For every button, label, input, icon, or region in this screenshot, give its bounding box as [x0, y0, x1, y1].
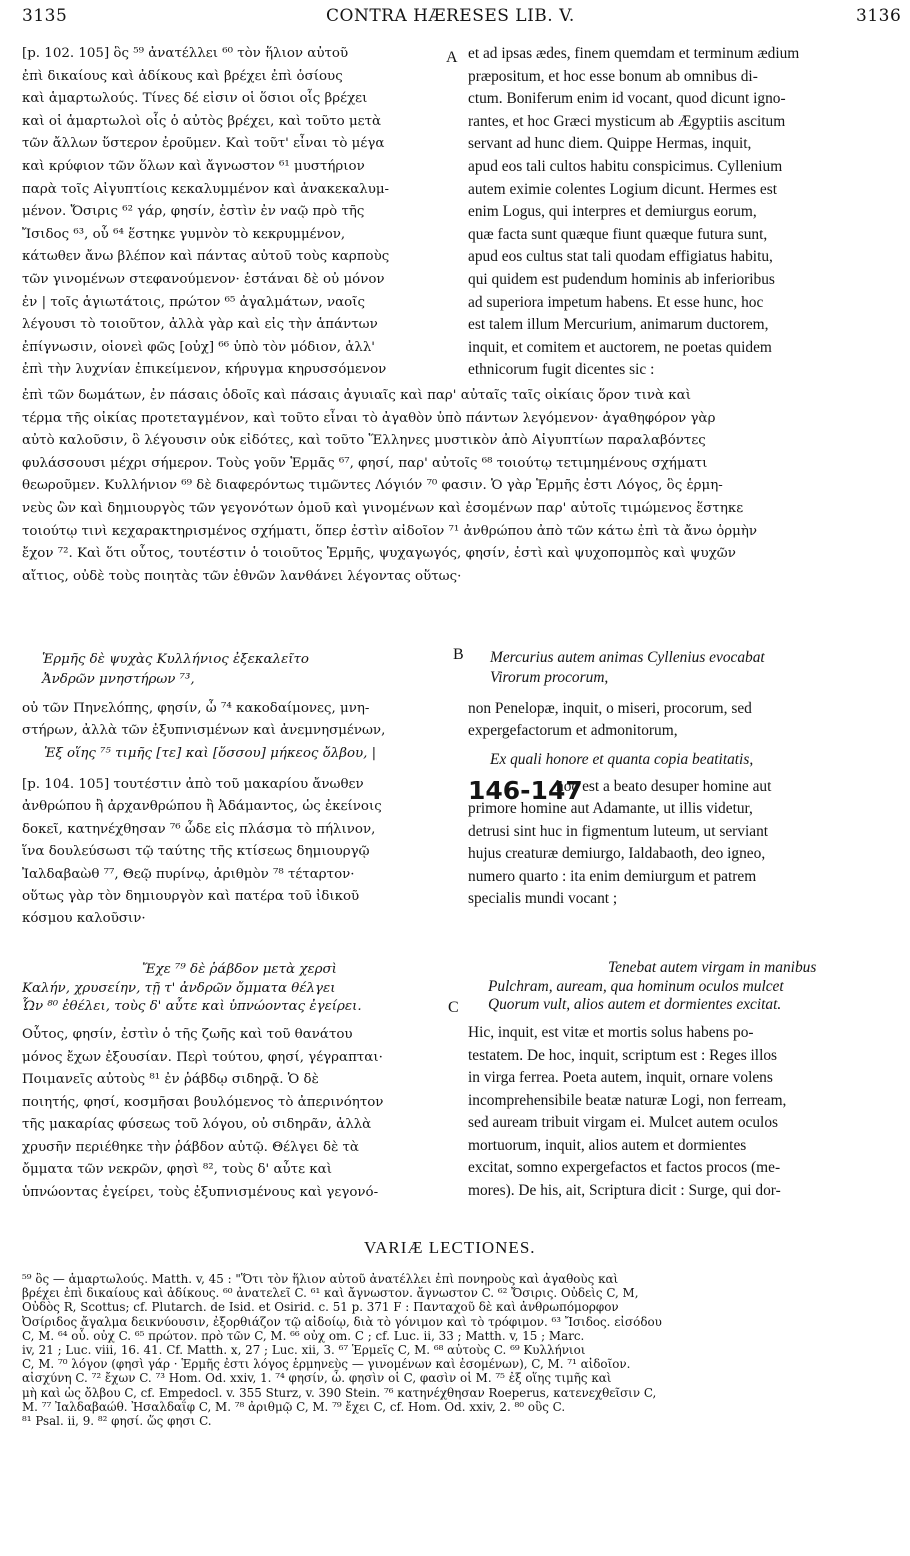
latin-text-line: mores). De his, ait, Scriptura dicit : Surge, qui dor-: [468, 1182, 781, 1199]
variant-reading-line: ⁸¹ Psal. ii, 9. ⁸² φησί. ὥς φησι C.: [22, 1414, 212, 1428]
variant-reading-line: αἰσχύνη C. ⁷² ἔχων C. ⁷³ Hom. Od. xxiv, 1. ⁷⁴ φησίν, ὦ. φησὶν οἱ C, φασὶν οἱ M. ⁷⁵ ἐξ οἵης τιμῆς καὶ: [22, 1371, 612, 1386]
greek-text-line: ἐπὶ δικαίους καὶ ἀδίκους καὶ βρέχει ἐπὶ ὁσίους: [22, 68, 343, 84]
greek-text-line: αὐτὸ καλοῦσιν, ὃ λέγουσιν οὐκ εἰδότες, καὶ τοῦτο Ἕλληνες μυστικὸν ἀπὸ Αἰγυπτίων παραλαβόντες: [22, 433, 706, 449]
greek-text-line: ἵνα δουλεύσωσι τῷ ταύτης τῆς κτίσεως δημιουργῷ: [22, 844, 370, 859]
latin-text-line: ctum. Boniferum enim id vocant, quod dicunt igno-: [468, 90, 786, 108]
latin-text-line: mortuorum, inquit, alios autem et dormientes: [468, 1137, 747, 1154]
latin-text-line: testatem. De hoc, inquit, scriptum est : Reges illos: [468, 1047, 778, 1064]
greek-text-line: λέγουσι τὸ τοιοῦτον, ἀλλὰ γὰρ καὶ εἰς τὴν ἁπάντων: [22, 317, 378, 333]
greek-text-line: Ἑρμῆς δὲ ψυχὰς Κυλλήνιος ἐξεκαλεῖτο: [42, 652, 309, 667]
variae-lectiones-title: VARIÆ LECTIONES.: [364, 1238, 536, 1257]
greek-text-line: Ἀνδρῶν μνηστήρων ⁷³,: [42, 672, 195, 687]
variant-reading-line: ⁵⁹ ὃς — ἁμαρτωλούς. Matth. v, 45 : "Ὅτι τὸν ἥλιον αὐτοῦ ἀνατέλλει ἐπὶ πονηροὺς καὶ ἀγαθοὺς καὶ: [22, 1272, 619, 1286]
greek-text-line: φυλάσσουσι μέχρι σήμερον. Τοὺς γοῦν Ἑρμᾶς ⁶⁷, φησί, παρ' αὐτοῖς ⁶⁸ τοιούτῳ τετιμημένους σχήματι: [22, 455, 708, 471]
greek-text-line: αἴτιος, οὐδὲ τοὺς ποιητὰς τῶν ἐθνῶν λανθάνει λέγοντας οὕτως·: [22, 568, 462, 584]
latin-text-line: Tenebat autem virgam in manibus: [608, 959, 817, 976]
greek-text-line: μόνος ἔχων ἐξουσίαν. Περὶ τούτου, φησί, γέγραπται·: [22, 1050, 383, 1065]
variant-reading-line: βρέχει ἐπὶ δικαίους καὶ ἀδίκους. ⁶⁰ ἀνατελεῖ C. ⁶¹ καὶ ἄγνωστον. ἄγνωστον C. ⁶² Ὄσιρις. Οὐδεὶς C, M,: [22, 1286, 639, 1301]
greek-text-line: Ἰαλδαβαὼθ ⁷⁷, Θεῷ πυρίνῳ, ἀριθμὸν ⁷⁸ τέταρτον·: [22, 867, 355, 882]
greek-text-line: ἐπὶ τῶν δωμάτων, ἐν πάσαις ὁδοῖς καὶ πάσαις ἀγυιαῖς καὶ παρ' αὐταῖς ταῖς οἰκίαις ὅρον τινὰ καὶ: [22, 388, 691, 403]
running-title: CONTRA HÆRESES LIB. V.: [326, 6, 575, 26]
greek-text-line: τῆς μακαρίας φύσεως τοῦ λόγου, οὐ σιδηρᾶν, ἀλλὰ: [22, 1117, 372, 1132]
greek-text-line: νεὺς ὢν καὶ δημιουργὸς τῶν γεγονότων ὁμοῦ καὶ γινομένων καὶ ἐσομένων παρ' αὐτοῖς τιμώμενος ἕστηκε: [22, 501, 744, 516]
greek-text-line: οὕτως γὰρ τὸν δημιουργὸν καὶ πατέρα τοῦ ἰδικοῦ: [22, 889, 360, 904]
latin-text-line: incomprehensibile beatæ naturæ Logi, non ferream,: [468, 1092, 787, 1109]
variant-reading-line: M. ⁷⁷ Ἰαλδαβαώθ. Ἠσαλδαΐφ C, M. ⁷⁸ ἀριθμῷ C, M. ⁷⁹ ἔχει C, cf. Hom. Od. xxiv, 2. ⁸⁰ οὓς C.: [22, 1399, 566, 1414]
latin-text-line: qui quidem est pudendum hominis ab inferioribus: [468, 271, 775, 288]
greek-text-line: Οὗτος, φησίν, ἐστὶν ὁ τῆς ζωῆς καὶ τοῦ θανάτου: [22, 1027, 353, 1042]
variant-reading-line: Οὐδὸς R, Scottus; cf. Plutarch. de Isid. et Osirid. c. 51 p. 371 F : Πανταχοῦ δὲ καὶ ἀνθρωπόμορφον: [22, 1300, 619, 1315]
greek-text-line: ὑπνώοντας ἐγείρει, τοὺς ἐξυπνισμένους καὶ γεγονό-: [22, 1185, 379, 1200]
latin-text-line: Virorum procorum,: [490, 669, 609, 686]
greek-text-line: στήρων, ἀλλὰ τῶν ἐξυπνισμένων καὶ ἀνεμνησμένων,: [22, 723, 386, 738]
greek-text-line: οὐ τῶν Πηνελόπης, φησίν, ὦ ⁷⁴ κακοδαίμονες, μνη-: [22, 701, 370, 716]
greek-text-line: ἔχον ⁷². Καὶ ὅτι οὗτος, τουτέστιν ὁ τοιοῦτος Ἑρμῆς, ψυχαγωγός, φησίν, ἐστὶ καὶ ψυχοπομπὸς καὶ ψυχῶν: [22, 546, 736, 562]
greek-text-line: καὶ κρύφιον τῶν ὅλων καὶ ἄγνωστον ⁶¹ μυστήριον: [22, 159, 365, 174]
greek-text-line: [p. 104. 105] τουτέστιν ἀπὸ τοῦ μακαρίου ἄνωθεν: [22, 777, 364, 792]
margin-mark-b: B: [453, 646, 464, 663]
greek-text-line: τῶν ἄλλων ὕστερον ἐροῦμεν. Καὶ τοῦτ' εἶναι τὸ μέγα: [22, 136, 385, 152]
greek-text-line: ὄμματα τῶν νεκρῶν, φησὶ ⁸², τοὺς δ' αὖτε καὶ: [22, 1162, 332, 1177]
latin-text-line: est talem illum Mercurium, animarum ductorem,: [468, 316, 769, 334]
latin-text-line: hoc est a beato desuper homine aut: [556, 778, 772, 795]
latin-text-line: inquit, et comitem et auctorem, ne poetas quidem: [468, 338, 772, 356]
latin-text-line: ad superiora impetum habens. Et esse hunc, hoc: [468, 293, 764, 311]
latin-text-line: non Penelopæ, inquit, o miseri, procorum, sed: [468, 700, 752, 717]
variant-reading-line: C, M. ⁷⁰ λόγον (φησὶ γάρ · Ἑρμῆς ἐστι λόγος ἑρμηνεὺς — γινομένων καὶ ἐσομένων), C, M. ⁷¹ αἰδοῖον.: [22, 1357, 631, 1372]
greek-text-line: ἐν | τοῖς ἁγιωτάτοις, πρώτον ⁶⁵ ἀγαλμάτων, ναοῖς: [22, 294, 365, 310]
greek-text-line: τοιούτῳ τινὶ κεχαρακτηρισμένος σχήματι, ὅπερ ἐστὶν αἰδοῖον ⁷¹ ἀνθρώπου ἀπὸ τῶν κάτω ἐπὶ τὰ ἄνω ὁρμὴν: [22, 523, 758, 539]
page-number-right: 3136: [856, 6, 902, 26]
latin-text-line: apud eos tali cultos habitu conspicimus. Cyllenium: [468, 158, 783, 175]
greek-text-line: μένον. Ὄσιρις ⁶² γάρ, φησίν, ἐστὶν ἐν ναῷ πρὸ τῆς: [22, 204, 365, 220]
latin-text-line: hujus creaturæ demiurgo, Ialdabaoth, deo igneo,: [468, 845, 766, 862]
variant-reading-line: C, M. ⁶⁴ οὗ. οὐχ C. ⁶⁵ πρώτον. πρὸ τῶν C, M. ⁶⁶ οὐχ om. C ; cf. Luc. ii, 33 ; Matth. v, 15 ; Marc.: [22, 1328, 585, 1343]
greek-text-line: ἐπὶ τὴν λυχνίαν ἐπικείμενον, κήρυγμα κηρυσσόμενον: [22, 362, 387, 378]
latin-text-line: excitat, somno expergefactos et factos procos (me-: [468, 1159, 781, 1176]
latin-text-line: detrusi sint huc in figmentum luteum, ut serviant: [468, 823, 769, 840]
greek-text-line: κόσμου καλοῦσιν·: [22, 911, 146, 926]
latin-text-line: Hic, inquit, est vitæ et mortis solus habens po-: [468, 1024, 754, 1041]
latin-text-line: autem eximie colentes Logium dicunt. Hermes est: [468, 180, 778, 198]
latin-text-line: servant ad hunc diem. Quippe Hermas, inquit,: [468, 135, 752, 153]
latin-text-line: Pulchram, auream, qua hominum oculos mulcet: [488, 978, 784, 995]
greek-text-line: ἐπίγνωσιν, οἱονεὶ φῶς [οὐχ] ⁶⁶ ὑπὸ τὸν μόδιον, ἀλλ': [22, 339, 375, 355]
latin-text-line: primore homine aut Adamante, ut illis videtur,: [468, 800, 753, 817]
latin-text-line: Mercurius autem animas Cyllenius evocabat: [490, 649, 765, 666]
latin-text-line: numero quarto : ita enim demiurgum et patrem: [468, 868, 757, 885]
greek-text-line: τέρμα τῆς οἰκίας προτεταγμένον, καὶ τοῦτο εἶναι τὸ ἀγαθὸν ὑπὸ πάντων λεγόμενον· ἀγαθηφόρον γὰρ: [22, 410, 716, 426]
latin-text-line: præpositum, et hoc esse bonum ab omnibus di-: [468, 67, 758, 85]
greek-text-line: Ποιμανεῖς αὐτοὺς ⁸¹ ἐν ῥάβδῳ σιδηρᾷ. Ὁ δὲ: [22, 1072, 319, 1087]
greek-text-line: Ἐξ οἵης ⁷⁵ τιμῆς [τε] καὶ [ὅσσου] μήκεος ὄλβου, |: [44, 746, 377, 761]
latin-text-line: quæ facta sunt quæque fiunt quæque futura sunt,: [468, 225, 768, 243]
latin-text-line: specialis mundi vocant ;: [468, 890, 618, 907]
variant-reading-line: μὴ καὶ ὡς ὄλβου C, cf. Empedocl. v. 355 Sturz, v. 390 Stein. ⁷⁶ κατηνέχθησαν Roeperus, κατενεχθεῖσιν C,: [22, 1385, 657, 1400]
variant-reading-line: Ὀσίριδος ἄγαλμα δεικνύουσιν, ἐξορθιάζον τῷ αἰδοίῳ, διὰ τὸ γόνιμον καὶ τὸ τρόφιμον. ⁶³ Ἴσιδος. εἰσόδου: [22, 1314, 662, 1329]
greek-text-line: [p. 102. 105] ὃς ⁵⁹ ἀνατέλλει ⁶⁰ τὸν ἥλιον αὐτοῦ: [22, 46, 349, 61]
greek-text-line: Ἴσιδος ⁶³, οὗ ⁶⁴ ἕστηκε γυμνὸν τὸ κεκρυμμένον,: [22, 226, 346, 242]
greek-text-line: Ἔχε ⁷⁹ δὲ ῥάβδον μετὰ χερσὶ: [142, 962, 337, 977]
greek-text-line: Ὧν ⁸⁰ ἐθέλει, τοὺς δ' αὖτε καὶ ὑπνώοντας ἐγείρει.: [22, 999, 362, 1014]
greek-text-line: ἀνθρώπου ἢ ἀρχανθρώπου ἢ Ἀδάμαντος, ὡς ἐκείνοις: [22, 799, 382, 814]
latin-text-line: sed auream tribuit virgam ei. Mulcet autem oculos: [468, 1114, 779, 1131]
greek-text-line: καὶ ἁμαρτωλούς. Τίνες δέ εἰσιν οἱ ὅσιοι οἷς βρέχει: [22, 91, 368, 107]
greek-text-line: παρὰ τοῖς Αἰγυπτίοις κεκαλυμμένον καὶ ἀνακεκαλυμ-: [22, 181, 390, 197]
page-number-left: 3135: [22, 6, 68, 26]
greek-text-line: δοκεῖ, κατηνέχθησαν ⁷⁶ ὧδε εἰς πλάσμα τὸ πήλινον,: [22, 822, 376, 837]
greek-text-line: χρυσῆν περιέθηκε τὴν ῥάβδον αὐτῷ. Θέλγει δὲ τὰ: [22, 1140, 359, 1155]
greek-text-line: καὶ οἱ ἁμαρτωλοὶ οἷς ὁ αὐτὸς βρέχει, καὶ τοῦτο μετὰ: [22, 113, 382, 129]
latin-text-line: Ex quali honore et quanta copia beatitatis,: [490, 751, 754, 768]
latin-text-line: apud eos cultus stat tali quodam effigiatus habitu,: [468, 248, 773, 266]
variant-reading-line: iv, 21 ; Luc. viii, 16. 41. Cf. Matth. x, 27 ; Luc. xii, 3. ⁶⁷ Ἑρμεῖς C, M. ⁶⁸ αὐτοὺς C. ⁶⁹ Κυλλήνιοι: [22, 1343, 586, 1357]
latin-text-line: ethnicorum fugit dicentes sic :: [468, 361, 655, 379]
page-marker: 146-147: [468, 776, 583, 805]
latin-text-line: Quorum vult, alios autem et dormientes excitat.: [488, 996, 782, 1013]
latin-text-line: in virga ferrea. Poeta autem, inquit, ornare volens: [468, 1069, 773, 1086]
latin-text-line: et ad ipsas ædes, finem quemdam et terminum ædium: [468, 45, 800, 62]
greek-text-line: κάτωθεν ἄνω βλέπον καὶ πάντας αὐτοῦ τοὺς καρποὺς: [22, 249, 390, 265]
margin-mark-a: A: [446, 49, 458, 66]
greek-text-line: Καλήν, χρυσείην, τῇ τ' ἀνδρῶν ὄμματα θέλγει: [22, 981, 336, 996]
greek-text-line: ποιητής, φησί, κοσμῆσαι βουλόμενος τὸ ἀπερινόητον: [22, 1095, 384, 1110]
greek-text-line: τῶν γινομένων στεφανούμενον· ἑστάναι δὲ οὐ μόνον: [22, 272, 385, 287]
latin-text-line: expergefactorum et admonitorum,: [468, 722, 678, 739]
latin-text-line: rantes, et hoc Græci mysticum ab Ægyptiis ascitum: [468, 112, 786, 130]
greek-text-line: θεωροῦμεν. Κυλλήνιον ⁶⁹ δὲ διαφερόντως τιμῶντες Λόγιόν ⁷⁰ φασιν. Ὁ γὰρ Ἑρμῆς ἐστι Λόγος, ὃς ἑρμη-: [22, 478, 723, 494]
margin-mark-c: C: [448, 999, 459, 1016]
latin-text-line: enim Logus, qui interpres et demiurgus eorum,: [468, 203, 757, 221]
